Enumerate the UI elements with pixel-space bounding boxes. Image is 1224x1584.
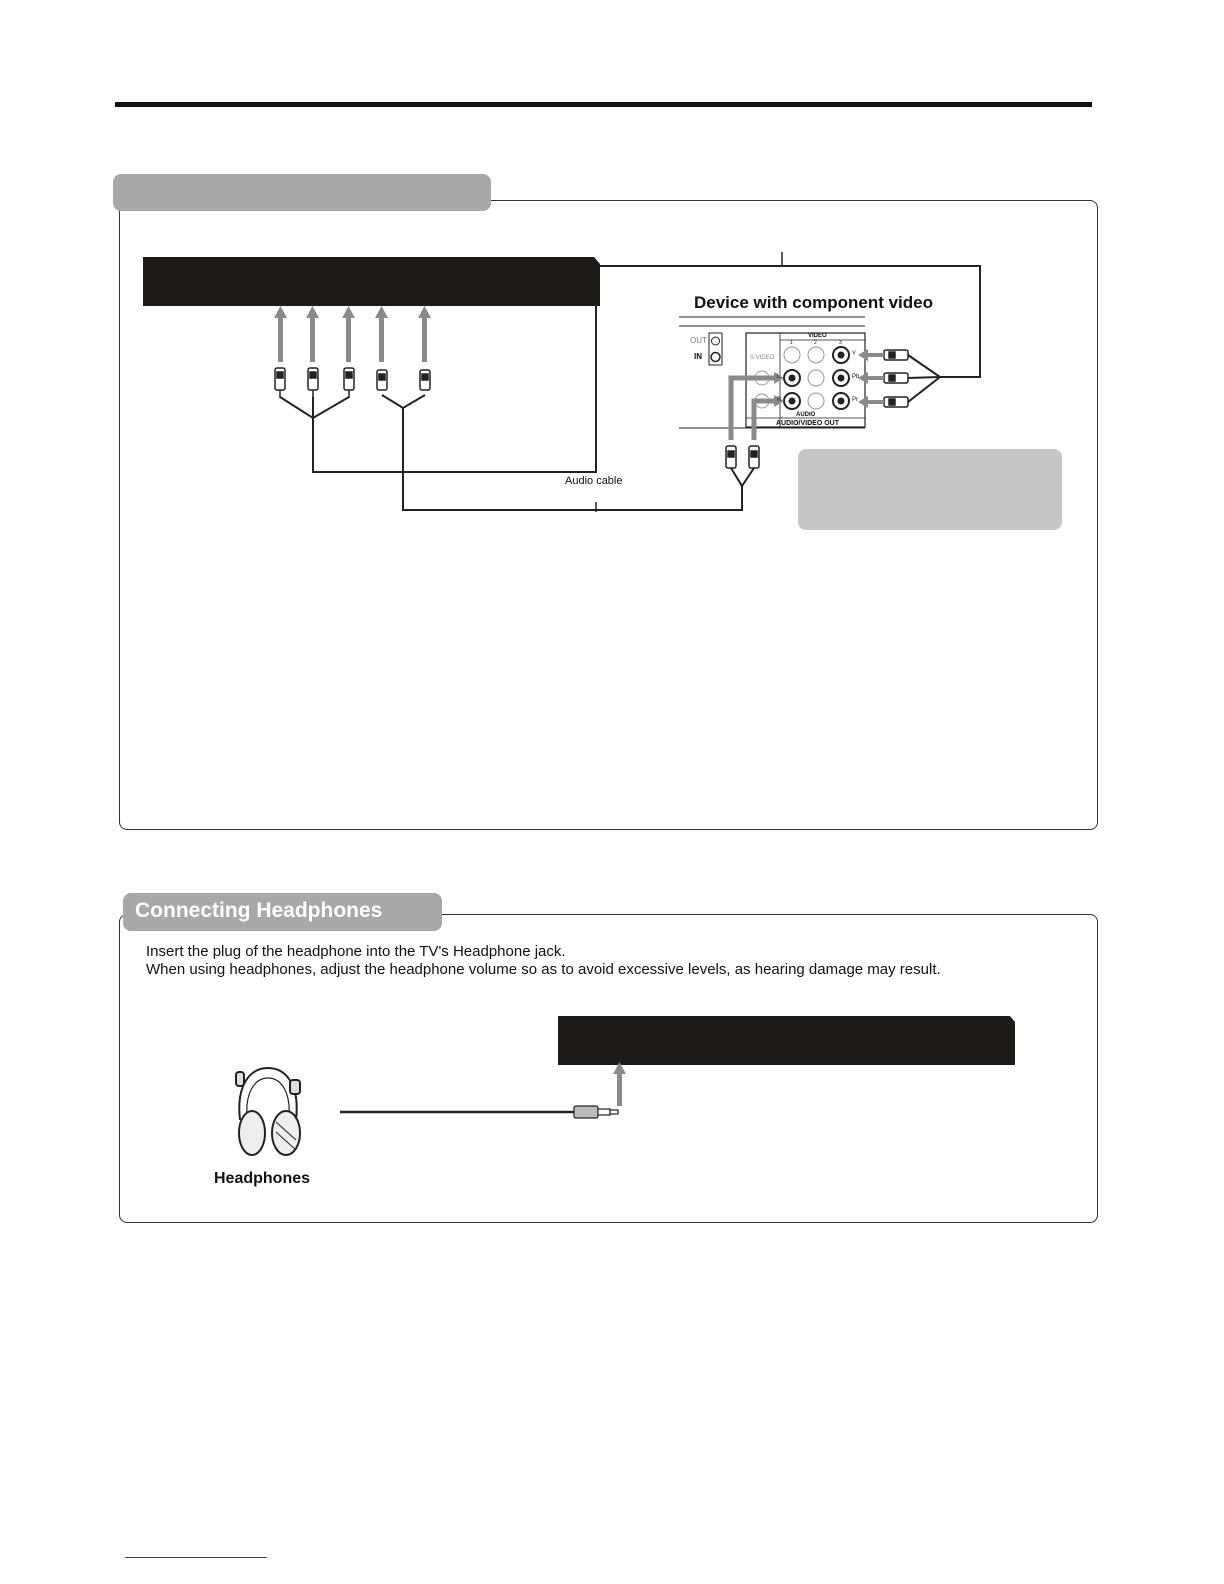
device-video-label: VIDEO <box>808 333 827 339</box>
device-audio-arrows <box>731 378 780 440</box>
device-row-label-r: R <box>777 397 782 403</box>
headphones-label: Headphones <box>214 1170 311 1187</box>
device-col-label-2: 2 <box>814 340 817 346</box>
device-col-label-1: 1 <box>790 340 793 346</box>
audio-plug-fan <box>382 395 425 408</box>
device-row-label-pr: Pr <box>852 397 858 403</box>
headphones-section-tab <box>123 893 442 931</box>
device-row-label-l: L <box>777 374 781 380</box>
video-plug-fan <box>280 397 349 418</box>
footer-link-underline <box>125 1557 267 1558</box>
device-row-label-pb: Pb <box>852 374 860 380</box>
headphones-connection-diagram <box>0 990 1224 1190</box>
audio-cable-label: Audio cable <box>565 475 623 487</box>
mini-jack-plug-icon <box>574 1106 618 1118</box>
note-box <box>798 449 1062 530</box>
headphones-instruction-line2: When using headphones, adjust the headphone volume so as to avoid excessive levels, as hearing damage may result. <box>146 961 941 978</box>
headphones-instruction-line1: Insert the plug of the headphone into the TV's Headphone jack. <box>146 943 566 960</box>
device-av-out-label: AUDIO/VIDEO OUT <box>776 420 840 427</box>
device-svideo-label: S VIDEO <box>750 355 775 361</box>
arrow-up-icon <box>613 1062 626 1106</box>
audio-cable-line <box>403 408 742 510</box>
device-col-label-3: 3 <box>839 340 842 346</box>
rca-plug-icon <box>275 368 430 398</box>
device-audio-label: AUDIO <box>796 412 816 418</box>
device-row-label-y: Y <box>852 351 857 357</box>
device-title: Device with component video <box>694 293 933 312</box>
tv-back-panel-bar <box>143 257 600 306</box>
device-out-label: OUT <box>690 336 707 345</box>
headphones-section-tab-label: Connecting Headphones <box>135 899 383 922</box>
component-plugs <box>884 350 908 407</box>
tv-input-arrows <box>274 306 431 362</box>
device-in-label: IN <box>694 352 702 361</box>
headphones-icon <box>236 1068 300 1155</box>
tv-side-panel-bar <box>558 1016 1015 1065</box>
video-cable-line <box>313 304 596 472</box>
